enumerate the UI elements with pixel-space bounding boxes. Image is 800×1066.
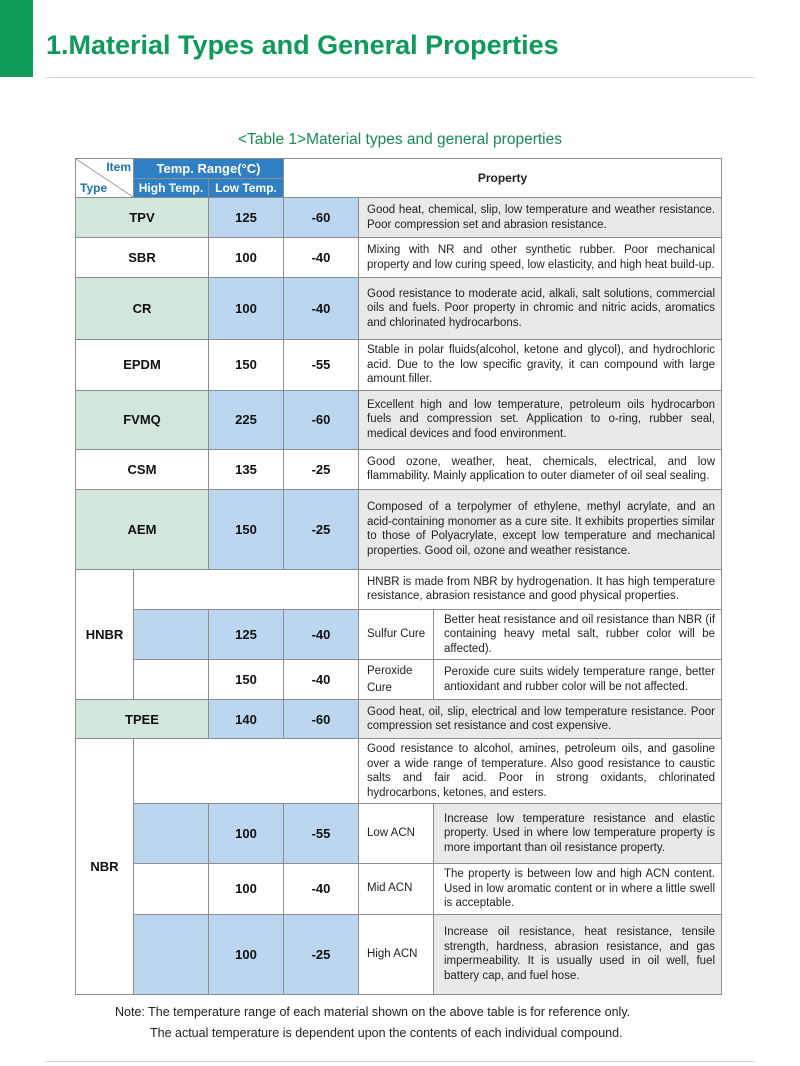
property-cell: HNBR is made from NBR by hydrogenation. It has high temperature resistance, abrasion resistance and good physical properties. xyxy=(359,569,722,609)
table-row-cr xyxy=(76,278,722,340)
table-row-epdm xyxy=(76,340,722,391)
low-temp-cell: -60 xyxy=(284,390,359,449)
table-row-fvmq xyxy=(76,390,722,449)
table-row-nbr-low-acn xyxy=(76,804,722,864)
property-split-cell xyxy=(359,804,722,864)
high-temp-cell: 150 xyxy=(209,340,284,391)
low-temp-cell: -60 xyxy=(284,198,359,238)
property-split-cell xyxy=(359,660,722,700)
header-item-label: Item xyxy=(106,160,131,174)
sub-type-label: Peroxide Cure xyxy=(359,660,434,699)
high-temp-cell: 125 xyxy=(209,198,284,238)
high-temp-cell: 125 xyxy=(209,609,284,660)
header-low-temp: Low Temp. xyxy=(209,179,284,198)
low-temp-cell: -25 xyxy=(284,449,359,489)
low-temp-cell: -40 xyxy=(284,609,359,660)
header-item-type-cell xyxy=(76,159,134,198)
empty-cell xyxy=(134,864,209,915)
property-cell: Excellent high and low temperature, petroleum oils hydrocarbon fuels and compression set. Application to o-ring, rubber seal, medical devices and food environment. xyxy=(359,390,722,449)
sub-property-text: Increase oil resistance, heat resistance, tensile strength, hardness, abrasion resistance, and gas impermeability. It is usually used in oil well, fuel battery cap, and fuel hose. xyxy=(434,915,721,994)
title-accent-bar xyxy=(0,0,33,77)
header-type-label: Type xyxy=(80,181,108,195)
property-split-cell xyxy=(359,609,722,660)
type-cell: CR xyxy=(76,278,209,340)
footnote-line-1: Note: The temperature range of each material shown on the above table is for reference only. xyxy=(115,1005,631,1019)
type-cell: AEM xyxy=(76,489,209,569)
low-temp-cell: -40 xyxy=(284,864,359,915)
table-row-aem xyxy=(76,489,722,569)
empty-cell xyxy=(134,660,209,700)
high-temp-cell: 225 xyxy=(209,390,284,449)
type-cell: SBR xyxy=(76,238,209,278)
type-cell: NBR xyxy=(76,739,134,995)
table-row-hnbr-sulfur xyxy=(76,609,722,660)
high-temp-cell: 150 xyxy=(209,660,284,700)
high-temp-cell: 100 xyxy=(209,804,284,864)
property-cell: Good resistance to moderate acid, alkali, salt solutions, commercial oils and fuels. Poor property in chromic and nitric acids, aromatics and chlorinated hydrocarbons. xyxy=(359,278,722,340)
sub-type-label: High ACN xyxy=(359,915,434,994)
footnote-line-2: The actual temperature is dependent upon the contents of each individual compound. xyxy=(150,1026,623,1040)
sub-property-text: Peroxide cure suits widely temperature range, better antioxidant and rubber color will be not affected. xyxy=(444,666,716,693)
header-high-temp: High Temp. xyxy=(134,179,209,198)
property-cell: Good resistance to alcohol, amines, petroleum oils, and gasoline over a wide range of temperature. Also good resistance to caustic salts and fair acid. Poor in strong oxidants, chlorinated hydrocarbons, ketones, and esters. xyxy=(359,739,722,804)
bottom-divider xyxy=(46,1061,754,1062)
sub-property-text: The property is between low and high ACN content. Used in low aromatic content or in where a little swell is acceptable. xyxy=(444,868,716,909)
page-title: 1.Material Types and General Properties xyxy=(46,30,559,60)
high-temp-cell: 150 xyxy=(209,489,284,569)
header-temp-range: Temp. Range(°C) xyxy=(134,159,284,179)
low-temp-cell: -25 xyxy=(284,489,359,569)
property-cell: Mixing with NR and other synthetic rubber. Poor mechanical property and low curing speed, low elasticity, and high heat build-up. xyxy=(359,238,722,278)
high-temp-cell: 100 xyxy=(209,278,284,340)
table-row-nbr-high-acn xyxy=(76,914,722,994)
table-row-tpee xyxy=(76,700,722,739)
low-temp-cell: -60 xyxy=(284,700,359,739)
type-cell: FVMQ xyxy=(76,390,209,449)
low-temp-cell: -55 xyxy=(284,340,359,391)
table-row-hnbr xyxy=(76,569,722,609)
header-property: Property xyxy=(284,159,722,198)
empty-cell xyxy=(134,609,209,660)
type-cell: CSM xyxy=(76,449,209,489)
property-cell: Good heat, chemical, slip, low temperature and weather resistance. Poor compression set and abrasion resistance. xyxy=(359,198,722,238)
type-cell: TPV xyxy=(76,198,209,238)
low-temp-cell: -40 xyxy=(284,278,359,340)
sub-property-text: Increase low temperature resistance and elastic property. Used in where low temperature property is more important than oil resistance property. xyxy=(434,804,721,863)
sub-type-label: Mid ACN xyxy=(359,864,434,914)
table-caption: <Table 1>Material types and general properties xyxy=(238,131,562,148)
empty-cell xyxy=(134,804,209,864)
table-row-sbr xyxy=(76,238,722,278)
high-temp-cell: 100 xyxy=(209,238,284,278)
high-temp-cell: 100 xyxy=(209,864,284,915)
low-temp-cell: -40 xyxy=(284,238,359,278)
property-split-cell xyxy=(359,914,722,994)
property-cell: Good ozone, weather, heat, chemicals, electrical, and low flammability. Mainly application to outer diameter of oil seal sealing. xyxy=(359,449,722,489)
high-temp-cell: 140 xyxy=(209,700,284,739)
high-temp-cell: 100 xyxy=(209,914,284,994)
property-split-cell xyxy=(359,864,722,915)
type-cell: HNBR xyxy=(76,569,134,700)
type-cell: TPEE xyxy=(76,700,209,739)
sub-type-label: Low ACN xyxy=(359,804,434,863)
material-properties-table xyxy=(75,158,722,995)
low-temp-cell: -55 xyxy=(284,804,359,864)
empty-cell xyxy=(134,914,209,994)
table-row-tpv xyxy=(76,198,722,238)
table-row-nbr xyxy=(76,739,722,804)
table-row-hnbr-peroxide xyxy=(76,660,722,700)
property-cell: Stable in polar fluids(alcohol, ketone and glycol), and hydrochloric acid. Due to the low specific gravity, it can compound with large amount filler. xyxy=(359,340,722,391)
empty-cell xyxy=(134,569,359,609)
title-divider xyxy=(46,77,754,78)
sub-property-text: Better heat resistance and oil resistance than NBR (if containing heavy metal salt, rubber color will be affected). xyxy=(444,613,716,655)
type-cell: EPDM xyxy=(76,340,209,391)
table-row-nbr-mid-acn xyxy=(76,864,722,915)
property-cell: Composed of a terpolymer of ethylene, methyl acrylate, and an acid-containing monomer as a cure site. It exhibits properties similar to those of Polyacrylate, except low temperature and mechanical properties. Good oil, ozone and weather resistance. xyxy=(359,489,722,569)
property-cell: Good heat, oil, slip, electrical and low temperature resistance. Poor compression set resistance and cost expensive. xyxy=(359,700,722,739)
high-temp-cell: 135 xyxy=(209,449,284,489)
table-row-csm xyxy=(76,449,722,489)
empty-cell xyxy=(134,739,359,804)
low-temp-cell: -25 xyxy=(284,914,359,994)
sub-type-label: Sulfur Cure xyxy=(359,610,434,660)
low-temp-cell: -40 xyxy=(284,660,359,700)
